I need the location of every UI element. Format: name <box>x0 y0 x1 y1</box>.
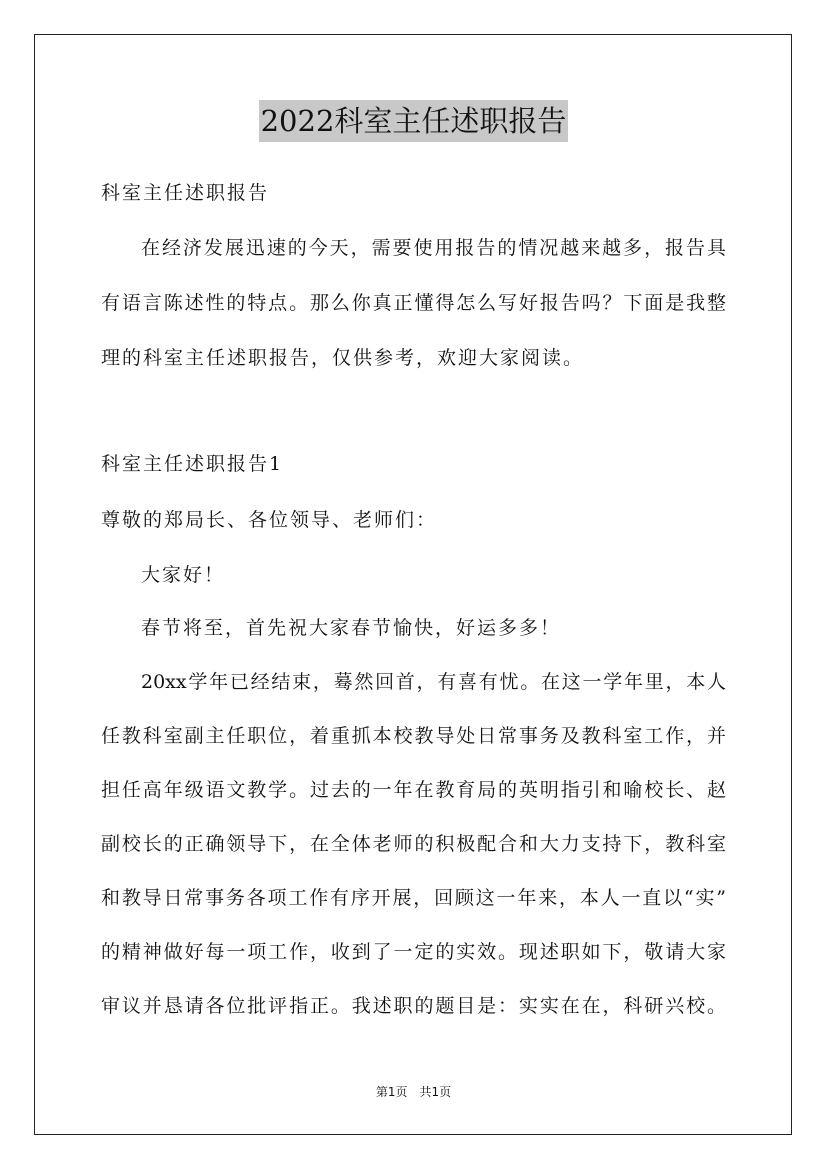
body-paragraph-line: 担任高年级语文教学。过去的一年在教育局的英明指引和喻校长、赵 <box>101 779 726 801</box>
body-paragraph-line: 副校长的正确领导下，在全体老师的积极配合和大力支持下，教科室 <box>101 833 726 855</box>
intro-paragraph-line: 有语言陈述性的特点。那么你真正懂得怎么写好报告吗？下面是我整 <box>101 292 726 314</box>
intro-paragraph-line: 理的科室主任述职报告，仅供参考，欢迎大家阅读。 <box>101 347 585 369</box>
body-paragraph-line: 20xx学年已经结束，蓦然回首，有喜有忧。在这一学年里，本人 <box>141 671 726 693</box>
body-paragraph-line: 和教导日常事务各项工作有序开展，回顾这一年来，本人一直以“实” <box>101 887 726 909</box>
page-number-label: 第1页 共1页 <box>375 1085 452 1099</box>
intro-paragraph-line: 在经济发展迅速的今天，需要使用报告的情况越来越多，报告具 <box>141 237 726 259</box>
document-subtitle: 科室主任述职报告 <box>101 182 270 204</box>
body-paragraph-line: 任教科室副主任职位，着重抓本校教导处日常事务及教科室工作，并 <box>101 725 726 747</box>
body-paragraph-line: 的精神做好每一项工作，收到了一定的实效。现述职如下，敬请大家 <box>101 941 726 963</box>
body-paragraph-line: 审议并恳请各位批评指正。我述职的题目是：实实在在，科研兴校。 <box>101 995 726 1017</box>
document-title <box>0 100 827 142</box>
page-footer <box>0 1084 827 1100</box>
wishes: 春节将至，首先祝大家春节愉快，好运多多！ <box>141 617 562 639</box>
document-title-text: 2022科室主任述职报告 <box>259 100 569 142</box>
salutation: 尊敬的郑局长、各位领导、老师们： <box>101 509 438 531</box>
section-heading: 科室主任述职报告1 <box>101 453 284 475</box>
greeting: 大家好！ <box>141 564 226 586</box>
